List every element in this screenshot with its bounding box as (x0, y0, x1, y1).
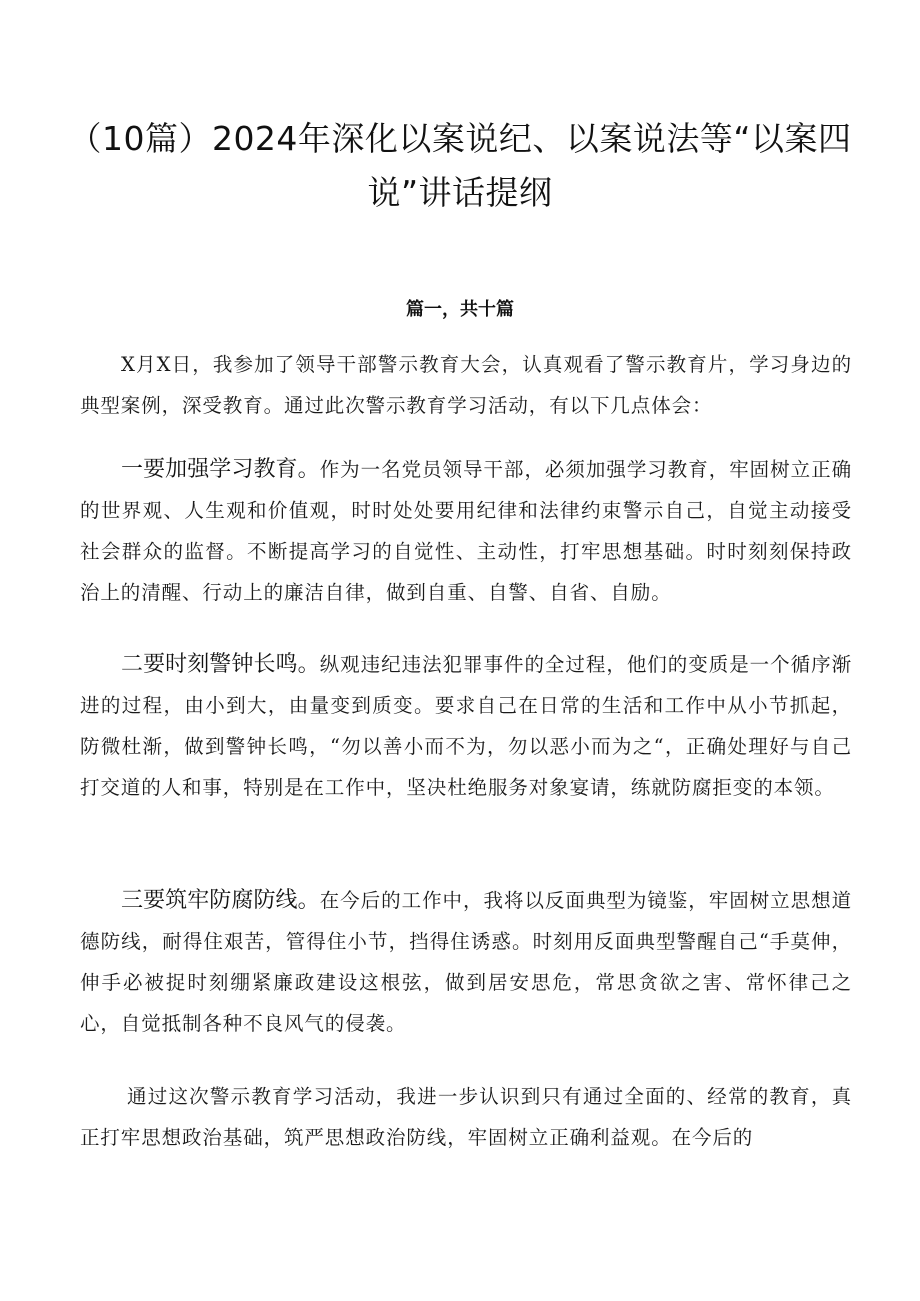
point-body-1: 作为一名党员领导干部，必须加强学习教育，牢固树立正确的世界观、人生观和价值观，时时处处要用纪律和法律约束警示自己，自觉主动接受社会群众的监督。不断提高学习的自觉性、主动性，打牢思想基础。时时刻刻保持政治上的清醒、行动上的廉洁自律，做到自重、自警、自省、自励。 (80, 458, 852, 604)
point-body-3: 在今后的工作中，我将以反面典型为镜鉴，牢固树立思想道德防线，耐得住艰苦，管得住小节，挡得住诱惑。时刻用反面典型警醒自己“手莫伸，伸手必被捉时刻绷紧廉政建设这根弦，做到居安思危，常思贪欲之害、常怀律己之心，自觉抵制各种不良风气的侵袭。 (80, 889, 852, 1035)
closing-paragraph: 通过这次警示教育学习活动，我进一步认识到只有通过全面的、经常的教育，真正打牢思想政治基础，筑严思想政治防线，牢固树立正确利益观。在今后的 (80, 1085, 852, 1149)
point-paragraph-1 (80, 449, 852, 613)
point-paragraph-2 (80, 644, 852, 808)
intro-paragraph: X月X日，我参加了领导干部警示教育大会，认真观看了警示教育片，学习身边的典型案例，深受教育。通过此次警示教育学习活动，有以下几点体会： (80, 353, 852, 417)
document-title: （10篇）2024年深化以案说纪、以案说法等“以案四说”讲话提纲 (68, 119, 852, 212)
point-paragraph-3 (80, 880, 852, 1044)
point-lead-1: 一要加强学习教育。 (121, 457, 320, 482)
section-heading: 篇一，共十篇 (406, 299, 514, 320)
point-lead-2: 二要时刻警钟长鸣。 (121, 652, 320, 677)
point-lead-3: 三要筑牢防腐防线。 (121, 888, 320, 913)
point-body-2: 纵观违纪违法犯罪事件的全过程，他们的变质是一个循序渐进的过程，由小到大，由量变到质变。要求自己在日常的生活和工作中从小节抓起，防微杜渐，做到警钟长鸣，“勿以善小而不为，勿以恶小而为之“，正确处理好与自己打交道的人和事，特别是在工作中，坚决杜绝服务对象宴请，练就防腐拒变的本领。 (80, 653, 852, 799)
